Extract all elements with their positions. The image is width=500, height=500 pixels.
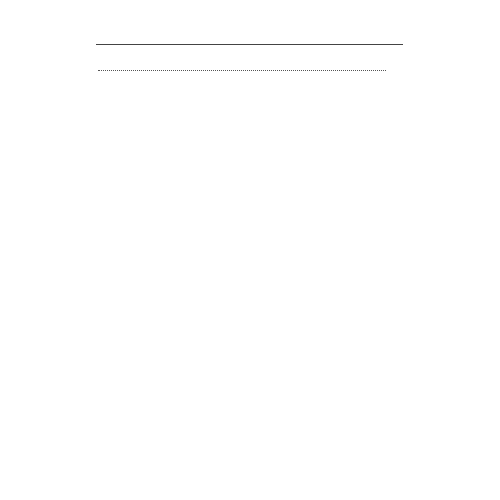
leader-dots: [98, 70, 386, 71]
page-header: [96, 30, 403, 45]
part-heading: [96, 70, 388, 73]
table-of-contents: [96, 58, 388, 82]
